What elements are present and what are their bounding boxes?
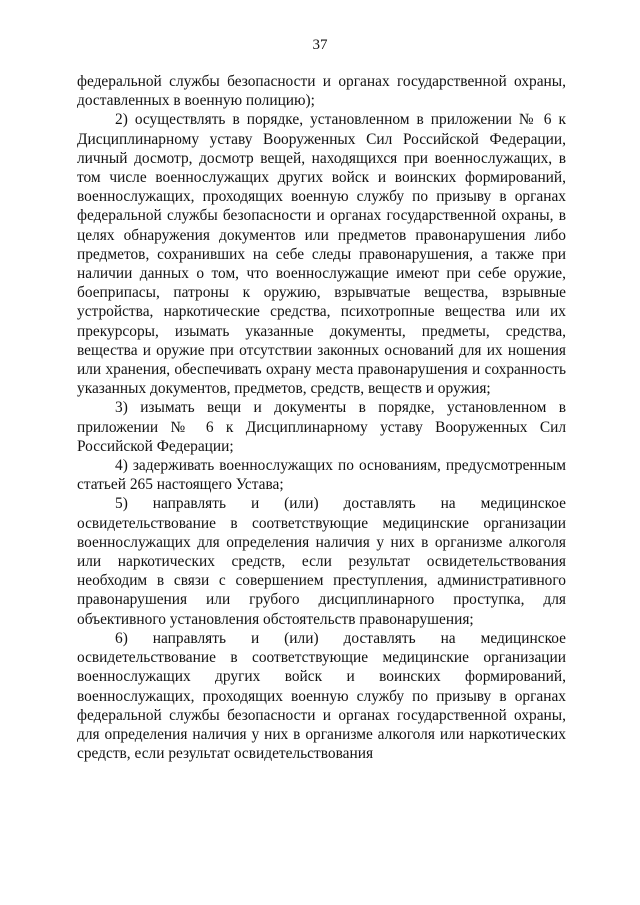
paragraph-continuation: федеральной службы безопасности и органах государственной охраны, доставленных в военную полицию); — [77, 73, 566, 110]
paragraph-item-3: 3) изымать вещи и документы в порядке, установленном в приложении № 6 к Дисциплинарному уставу Вооруженных Сил Российской Федерации; — [77, 399, 566, 455]
paragraph-item-5: 5) направлять и (или) доставлять на медицинское освидетельствование в соответствующие медицинские организации военнослужащих для определения наличия у них в организме алкоголя или наркотических средств, если результат освидетельствования необходим в связи с совершением преступления, административного правонарушения или грубого дисциплинарного проступка, для объективного установления обстоятельств правонарушения; — [77, 495, 566, 628]
page-number: 37 — [312, 37, 328, 53]
document-body — [77, 72, 566, 763]
paragraph-item-2: 2) осуществлять в порядке, установленном в приложении № 6 к Дисциплинарному уставу Вооруженных Сил Российской Федерации, личный досмотр, досмотр вещей, находящихся при военнослужащих, в том числе военнослужащих других войск и воинских формирований, военнослужащих, проходящих военную службу по призыву в органах федеральной службы безопасности и органах государственной охраны, в целях обнаружения документов или предметов правонарушения либо предметов, сохранивших на себе следы правонарушения, а также при наличии данных о том, что военнослужащие имеют при себе оружие, боеприпасы, патроны к оружию, взрывчатые вещества, взрывные устройства, наркотические средства, психотропные вещества или их прекурсоры, изымать указанные документы, предметы, средства, вещества и оружие при отсутствии законных оснований для их ношения или хранения, обеспечивать охрану места правонарушения и сохранность указанных документов, предметов, средств, веществ и оружия; — [77, 111, 566, 398]
paragraph-item-4: 4) задерживать военнослужащих по основаниям, предусмотренным статьей 265 настоящего Устава; — [77, 457, 566, 494]
paragraph-item-6: 6) направлять и (или) доставлять на медицинское освидетельствование в соответствующие медицинские организации военнослужащих других войск и воинских формирований, военнослужащих, проходящих военную службу по призыву в органах федеральной службы безопасности и органах государственной охраны, для определения наличия у них в организме алкоголя или наркотических средств, если результат освидетельствования — [77, 629, 566, 763]
